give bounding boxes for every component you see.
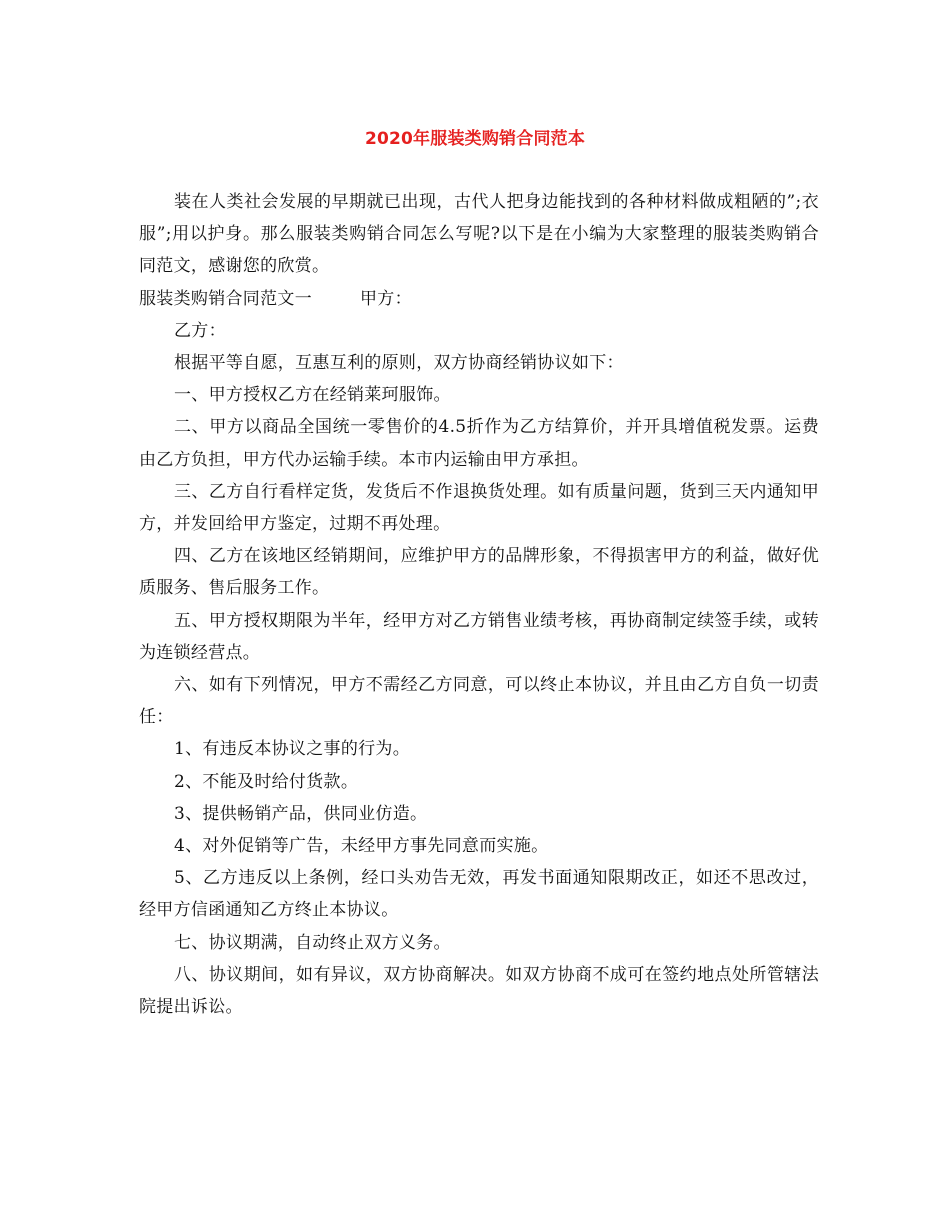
clause-7: 七、协议期满，自动终止双方义务。 (174, 932, 451, 953)
preamble-paragraph: 根据平等自愿，互惠互利的原则，双方协商经销协议如下： (174, 353, 624, 374)
clause-4: 四、乙方在该地区经销期间，应维护甲方的品牌形象，不得损害甲方的利益，做好优质服务、售后服务工作。 (139, 546, 819, 599)
list-item-5: 5、乙方违反以上条例，经口头劝告无效，再发书面通知限期改正，如还不思改过，经甲方信函通知乙方终止本协议。 (139, 868, 819, 921)
document-body (139, 186, 819, 1023)
document-title: 2020年服装类购销合同范本 (364, 129, 586, 149)
section-heading-row (139, 283, 819, 315)
list-item-4: 4、对外促销等广告，未经甲方事先同意而实施。 (174, 836, 549, 857)
clause-5: 五、甲方授权期限为半年，经甲方对乙方销售业绩考核，再协商制定续签手续，或转为连锁经营点。 (139, 610, 819, 663)
party-b-label: 乙方： (174, 320, 226, 341)
list-item-1: 1、有违反本协议之事的行为。 (174, 739, 411, 760)
section-heading: 服装类购销合同范文一 (139, 288, 312, 309)
clause-6: 六、如有下列情况，甲方不需经乙方同意，可以终止本协议，并且由乙方自负一切责任： (139, 675, 819, 728)
clause-3: 三、乙方自行看样定货，发货后不作退换货处理。如有质量问题，货到三天内通知甲方，并发回给甲方鉴定，过期不再处理。 (139, 481, 819, 535)
clause-2: 二、甲方以商品全国统一零售价的4.5折作为乙方结算价，并开具增值税发票。运费由乙方负担，甲方代办运输手续。本市内运输由甲方承担。 (139, 417, 819, 470)
list-item-3: 3、提供畅销产品，供同业仿造。 (174, 803, 428, 824)
list-item-2: 2、不能及时给付货款。 (174, 771, 359, 792)
intro-paragraph: 装在人类社会发展的早期就已出现，古代人把身边能找到的各种材料做成粗陋的”;衣服”;用以护身。那么服装类购销合同怎么写呢?以下是在小编为大家整理的服装类购销合同范文，感谢您的欣赏。 (139, 192, 819, 277)
clause-8: 八、协议期间，如有异议，双方协商解决。如双方协商不成可在签约地点处所管辖法院提出诉讼。 (139, 964, 819, 1018)
party-a-label: 甲方： (360, 288, 412, 309)
clause-1: 一、甲方授权乙方在经销莱珂服饰。 (174, 385, 451, 406)
